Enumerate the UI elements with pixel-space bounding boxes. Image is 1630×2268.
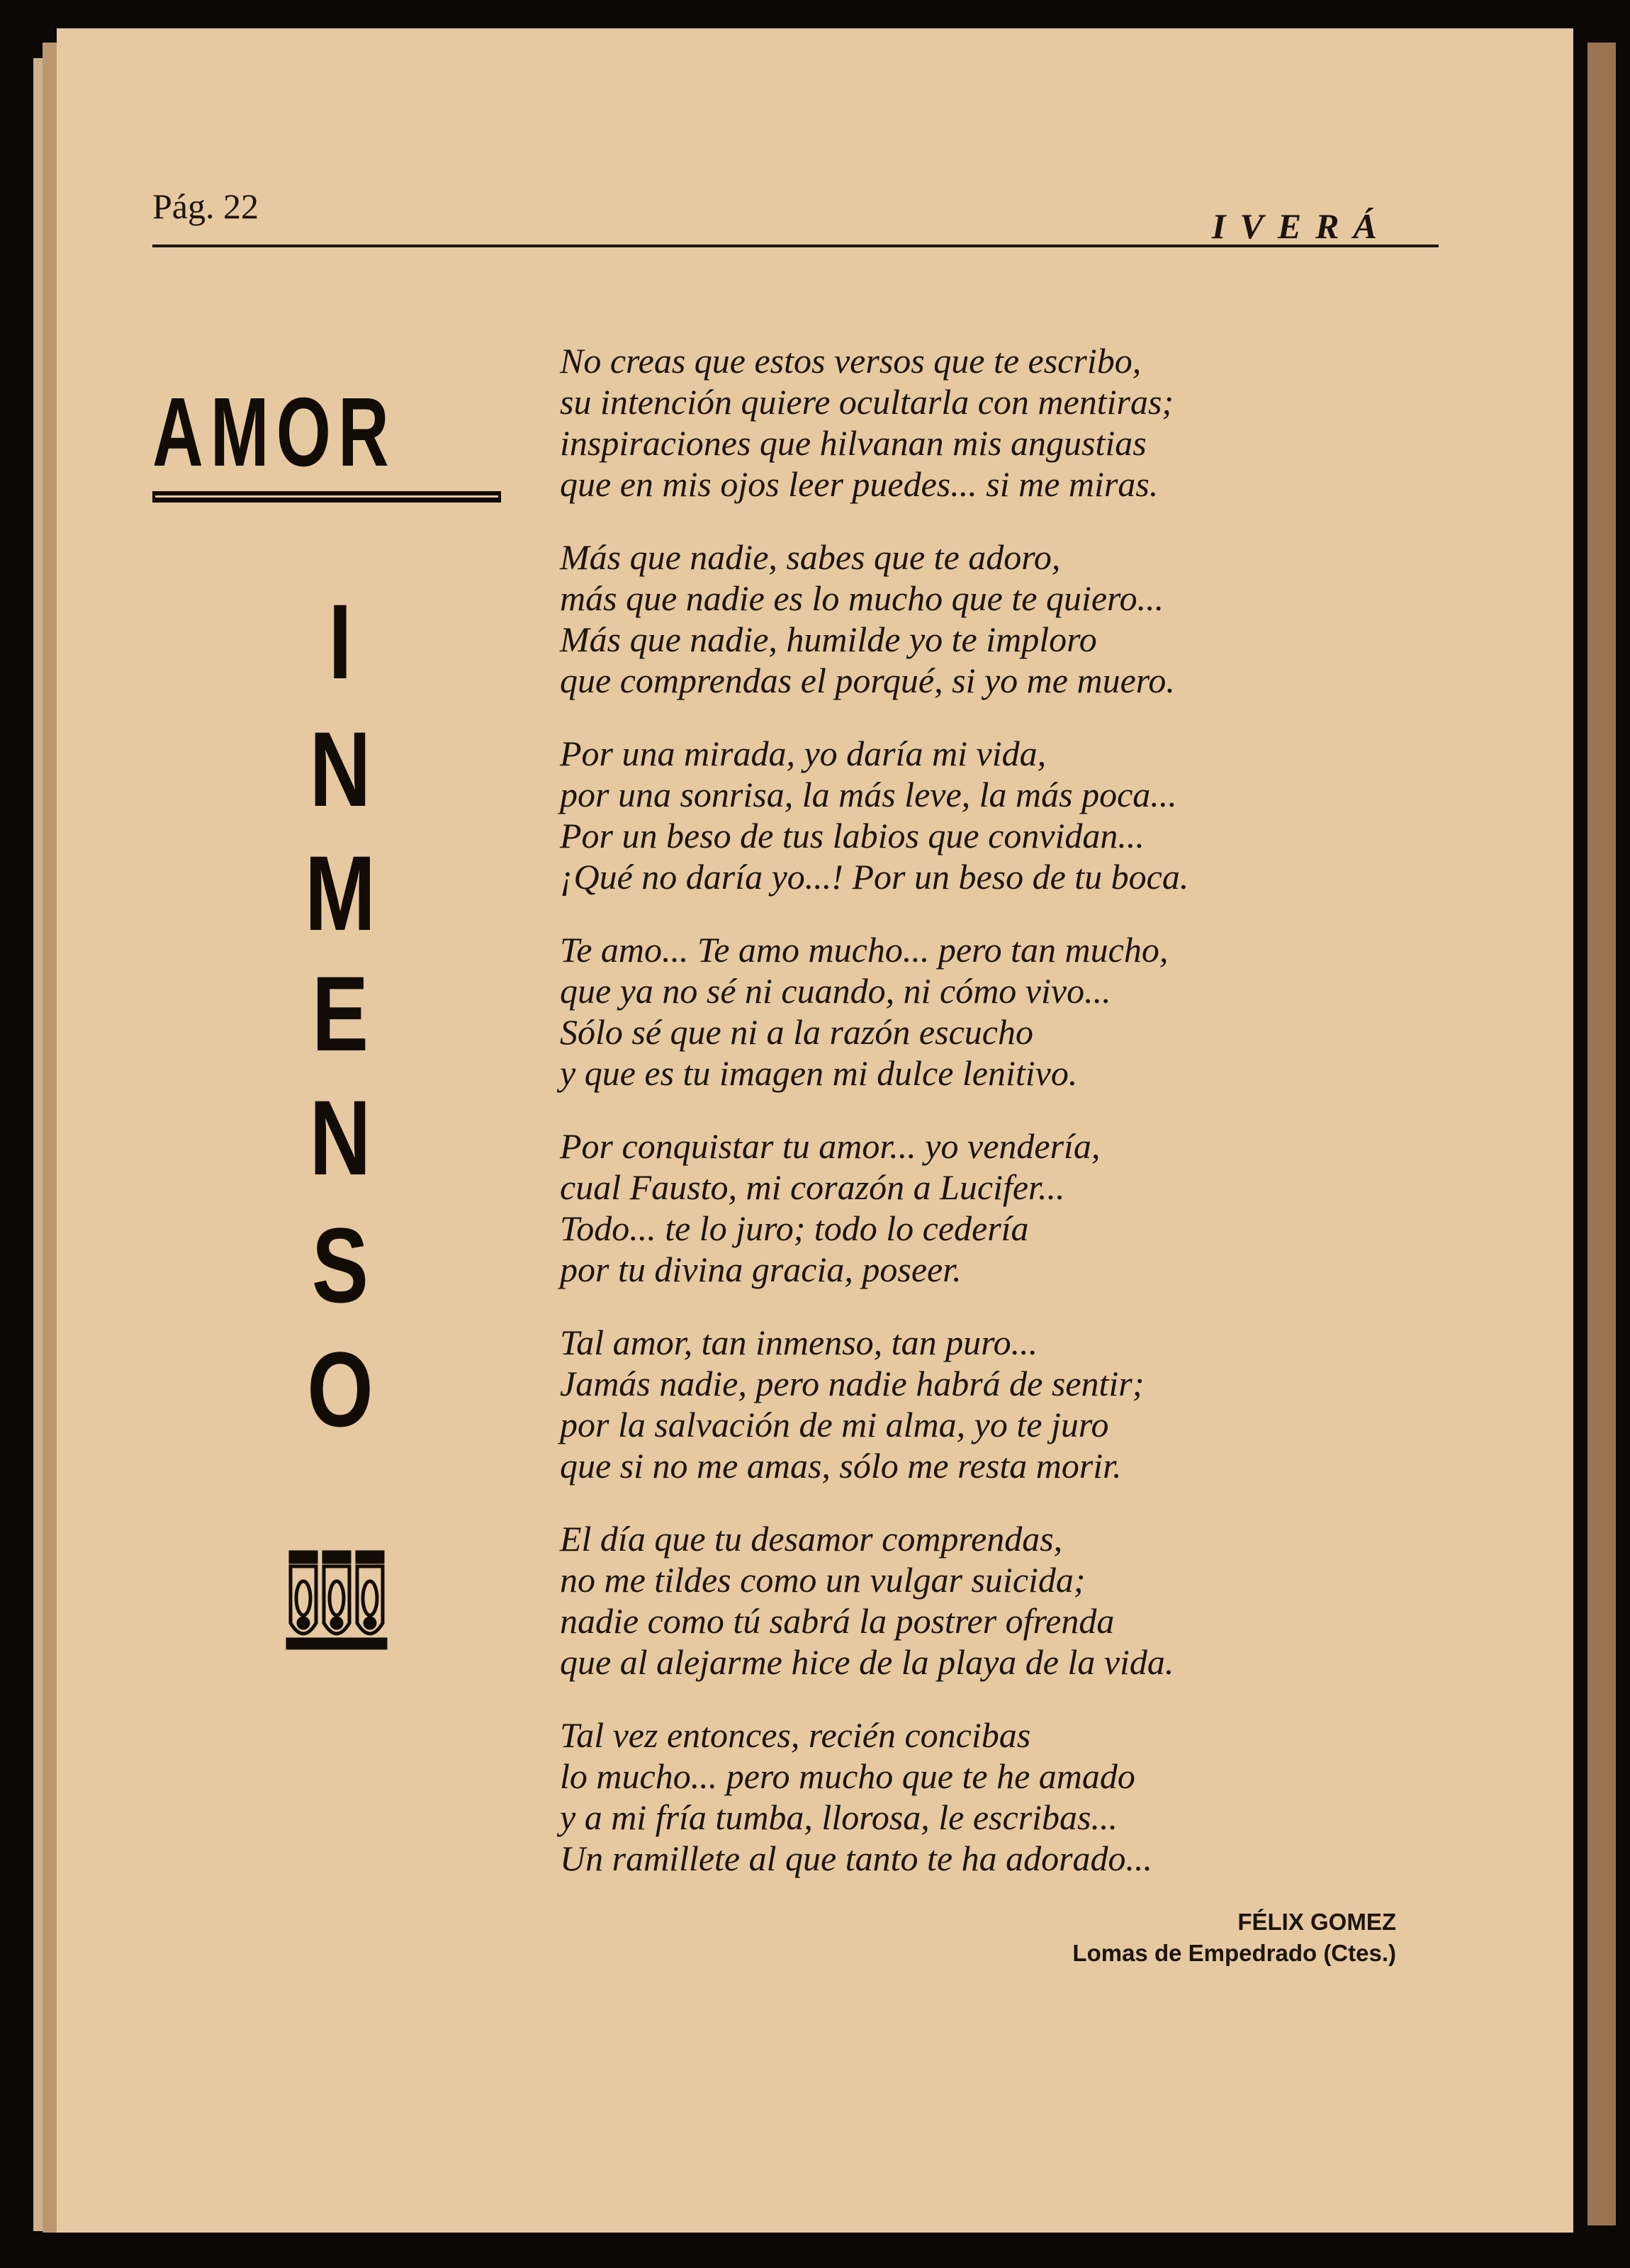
title-letter: M <box>305 833 376 953</box>
title-letter: N <box>309 709 371 829</box>
header-rule <box>152 245 1439 247</box>
poem-line: por la salvación de mi alma, yo te juro <box>560 1405 1109 1444</box>
poem-line: Tal amor, tan inmenso, tan puro... <box>560 1323 1038 1362</box>
masthead: IVERÁ <box>1212 206 1391 246</box>
poem-line: que en mis ojos leer puedes... si me miras. <box>560 464 1159 504</box>
poem-line: cual Fausto, mi corazón a Lucifer... <box>560 1167 1065 1207</box>
poem-line: Un ramillete al que tanto te ha adorado... <box>560 1838 1153 1878</box>
poem-line: No creas que estos versos que te escribo, <box>560 341 1142 381</box>
poem-line: que si no me amas, sólo me resta morir. <box>560 1446 1122 1486</box>
ornament-icon <box>283 1549 390 1651</box>
poem-line: Sólo sé que ni a la razón escucho <box>560 1012 1033 1052</box>
poem-line: Te amo... Te amo mucho... pero tan mucho, <box>560 930 1169 970</box>
title-amor: AMOR <box>152 378 396 487</box>
poem-line: ¡Qué no daría yo...! Por un beso de tu boca. <box>560 857 1189 897</box>
poem-line: Por una mirada, yo daría mi vida, <box>560 734 1047 773</box>
poem-line: Jamás nadie, pero nadie habrá de sentir; <box>560 1364 1145 1403</box>
stanza <box>560 929 1432 1094</box>
poem-line: que ya no sé ni cuando, ni cómo vivo... <box>560 971 1111 1011</box>
stanza <box>560 1714 1432 1879</box>
poem-line: inspiraciones que hilvanan mis angustias <box>560 423 1147 463</box>
poem-line: que comprendas el porqué, si yo me muero. <box>560 661 1175 700</box>
signature <box>985 1907 1396 1969</box>
poem-line: El día que tu desamor comprendas, <box>560 1519 1063 1559</box>
poem-line: lo mucho... pero mucho que te he amado <box>560 1756 1135 1796</box>
stanza <box>560 537 1432 701</box>
poem-line: más que nadie es lo mucho que te quiero... <box>560 578 1164 618</box>
poem-line: por una sonrisa, la más leve, la más poca... <box>560 775 1177 814</box>
poem-line: Más que nadie, humilde yo te imploro <box>560 619 1097 659</box>
poem-line: y a mi fría tumba, llorosa, le escribas... <box>560 1797 1118 1837</box>
poem-line: Tal vez entonces, recién concibas <box>560 1715 1031 1755</box>
author-place: Lomas de Empedrado (Ctes.) <box>1072 1940 1396 1966</box>
poem-line: no me tildes como un vulgar suicida; <box>560 1560 1086 1600</box>
author-name: FÉLIX GOMEZ <box>1237 1909 1396 1935</box>
page-number: Pág. 22 <box>152 186 259 226</box>
poem-line: que al alejarme hice de la playa de la vida. <box>560 1642 1174 1682</box>
poem-body <box>560 340 1432 1911</box>
title-letter: O <box>307 1330 373 1449</box>
facing-page-edge <box>1587 43 1616 2225</box>
stanza <box>560 1518 1432 1683</box>
stanza <box>560 1125 1432 1290</box>
poem-line: Por conquistar tu amor... yo vendería, <box>560 1126 1101 1166</box>
poem-line: Por un beso de tus labios que convidan... <box>560 816 1145 855</box>
poem-line: nadie como tú sabrá la postrer ofrenda <box>560 1601 1115 1641</box>
stanza <box>560 340 1432 505</box>
poem-line: Más que nadie, sabes que te adoro, <box>560 537 1061 577</box>
poem-line: su intención quiere ocultarla con mentiras; <box>560 382 1174 422</box>
title-letter: N <box>309 1078 371 1197</box>
stanza <box>560 733 1432 897</box>
title-letter: I <box>328 582 352 701</box>
title-letter: E <box>311 954 369 1073</box>
title-letter: S <box>311 1206 369 1325</box>
poem-line: y que es tu imagen mi dulce lenitivo. <box>560 1053 1078 1093</box>
poem-line: por tu divina gracia, poseer. <box>560 1250 962 1289</box>
title-underline <box>152 491 501 503</box>
poem-line: Todo... te lo juro; todo lo cedería <box>560 1208 1029 1248</box>
stanza <box>560 1322 1432 1486</box>
